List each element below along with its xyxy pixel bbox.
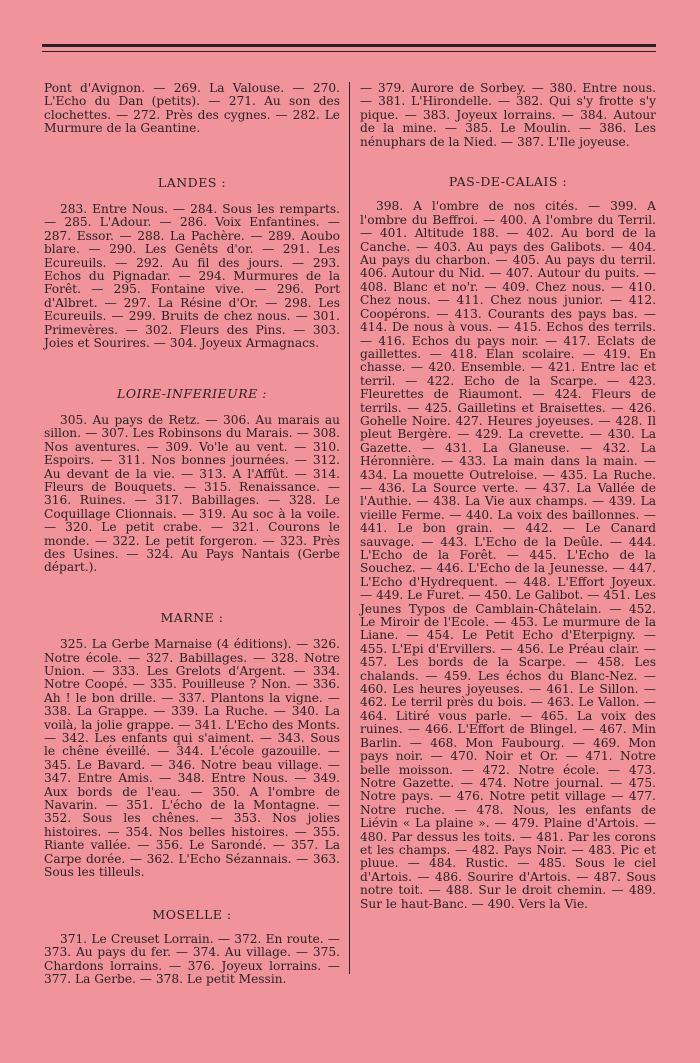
left-intro-text: Pont d'Avignon. — 269. La Valouse. — 270. L'Echo du Dan (petits). — 271. Au son des clochettes. — 272. Près des cygnes. — 282. Le Murmure de la Geantine. [44,81,340,136]
top-rule-thin [42,51,656,52]
marne-heading: MARNE : [160,609,224,625]
pas-de-calais-text: 398. A l'ombre de nos cités. — 399. A l'ombre du Beffroi. — 400. A l'ombre du Terril. — 401. Altitude 188. — 402. Au bord de la Canche. — 403. Au pays des Galibots. — 404. Au pays du charbon. — 405. Au pays du terril. 406. Autour du Nid. — 407. Autour du puits. — 408. Blanc et no'r. — 409. Chez nous. — 410. Chez nous. — 411. Chez nous junior. — 412. Coopérons. — 413. Courants des pays bas. — 414. De nous à vous. — 415. Echos des terrils. — 416. Echos du pays noir. — 417. Eclats de gaillettes. — 418. Elan scolaire. — 419. En chasse. — 420. Ensemble. — 421. Entre lac et terril. — 422. Echo de la Scarpe. — 423. Fleurettes de Riaumont. — 424. Fleurs de terrils. — 425. Gailletins et Braisettes. — 426. Gohelle Noire. 427. Heures joyeuses. — 428. Il pleut Bergère. — 429. La crevette. — 430. La Gazette. — 431. La Glaneuse. — 432. La Héronnière. — 433. La main dans la main. — 434. La mouette Outreloise. — 435. La Ruche. — 436. La Source verte. — 437. La Vallée de l'Authie. — 438. La Vie aux champs. — 439. La vieille Ferme. — 440. La voix des baillonnes. — 441. Le bon grain. — 442. — Le Canard sauvage. — 443. L'Echo de la Deûle. — 444. L'Echo de la Forêt. — 445. L'Echo de la Souchez. — 446. L'Echo de la Jeunesse. — 447. L'Echo d'Hydrequent. — 448. L'Effort Joyeux. — 449. Le Furet. — 450. Le Galibot. — 451. Les Jeunes Typos de Camblain-Châtelain. — 452. Le Miroir de l'Ecole. — 453. Le murmure de la Liane. — 454. Le Petit Echo d'Eterpigny. — 455. L'Epi d'Ervillers. — 456. Le Préau clair. — 457. Les bords de la Scarpe. — 458. Les chalands. — 459. Les échos du Blanc-Nez. — 460. Les heures joyeuses. — 461. Le Sillon. — 462. Le terril près du bois. — 463. Le Vallon. — 464. Litiré vous parle. — 465. La voix des ruines. — 466. L'Effort de Blingel. — 467. Min Barlin. — 468. Mon Faubourg. — 469. Mon pays noir. — 470. Noir et Or. — 471. Notre belle moisson. — 472. Notre école. — 473. Notre Gazette. — 474. Notre journal. — 475. Notre pays. — 476. Notre petit village — 477. Notre ruche. — 478. Nous, les enfants de Liévin « La plaine ». — 479. Plaine d'Artois. — 480. Par dessus les toits. — 481. Par les corons et les champs. — 482. Pays Noir. — 483. Pic et pluue. — 484. Rustic. — 485. Sous le ciel d'Artois. — 486. Sourire d'Artois. — 487. Sous notre toit. — 488. Sur le droit chemin. — 489. Sur le haut-Banc. — 490. Vers la Vie. [360,199,656,911]
landes-heading: LANDES : [157,174,227,190]
column-divider [349,82,350,974]
top-rule [42,44,656,47]
pas-de-calais-heading: PAS-DE-CALAIS : [448,174,568,190]
moselle-heading: MOSELLE : [152,906,232,922]
landes-text: 283. Entre Nous. — 284. Sous les remparts. — 285. L'Adour. — 286. Voix Enfantines. — 287. Essor. — 288. La Pachère. — 289. Aoubo blare. — 290. Les Genêts d'or. — 291. Les Ecureuils. — 292. Au fil des jours. — 293. Echos du Pignadar. — 294. Murmures de la Forêt. — 295. Fontaine vive. — 296. Port d'Albret. — 297. La Résine d'Or. — 298. Les Ecureuils. — 299. Bruits de chez nous. — 301. Primevères. — 302. Fleurs des Pins. — 303. Joies et Sourires. — 304. Joyeux Armagnacs. [44,202,340,351]
marne-text: 325. La Gerbe Marnaise (4 éditions). — 326. Notre école. — 327. Babillages. — 328. Notre Union. — 333. Les Grelots d'Argent. — 334. Notre Coopé. — 335. Pouilleuse ? Non. — 336. Ah ! le bon drille. — 337. Plantons la vigne. — 338. La Grappe. — 339. La Ruche. — 340. La voilà, la jolie grappe. — 341. L'Echo des Monts. — 342. Les enfants qui s'aiment. — 343. Sous le chêne éveillé. — 344. L'école gazouille. — 345. Le Bavard. — 346. Notre beau village. — 347. Entre Amis. — 348. Entre Nous. — 349. Aux bords de l'eau. — 350. A l'ombre de Navarin. — 351. L'écho de la Montagne. — 352. Sous les chênes. — 353. Nos jolies histoires. — 354. Nos belles histoires. — 355. Riante vallée. — 356. Le Sarondé. — 357. La Carpe dorée. — 362. L'Echo Sézannais. — 363. Sous les tilleuls. [44,637,340,880]
right-column [360,82,656,911]
loire-inferieure-text: 305. Au pays de Retz. — 306. Au marais au sillon. — 307. Les Robinsons du Marais. — 308. Nos aventures. — 309. Vo'le au vent. — 310. Espoirs. — 311. Nos bonnes journées. — 312. Au devant de la vie. — 313. A l'Affût. — 314. Fleurs de Bouquets. — 315. Renaissance. — 316. Ruines. — 317. Babillages. — 328. Le Coquillage Clionnais. — 319. Au soc à la voile. — 320. Le petit crabe. — 321. Courons le monde. — 322. Le petit forgeron. — 323. Près des Usines. — 324. Au Pays Nantais (Gerbe départ.). [44,412,340,575]
moselle-text: 371. Le Creuset Lorrain. — 372. En route. — 373. Au pays du fer. — 374. Au village. — 375. Chardons lorrains. — 376. Joyeux lorrains. — 377. La Gerbe. — 378. Le petit Messin. [44,931,340,987]
left-column [44,82,340,987]
loire-inferieure-heading: LOIRE-INFERIEURE : [117,385,267,401]
right-intro-text: — 379. Aurore de Sorbey. — 380. Entre nous. — 381. L'Hirondelle. — 382. Qui s'y frotte s'y pique. — 383. Joyeux lorrains. — 384. Autour de la mine. — 385. Le Moulin. — 386. Les nénuphars de la Nied. — 387. L'Ile joyeuse. [360,81,656,149]
